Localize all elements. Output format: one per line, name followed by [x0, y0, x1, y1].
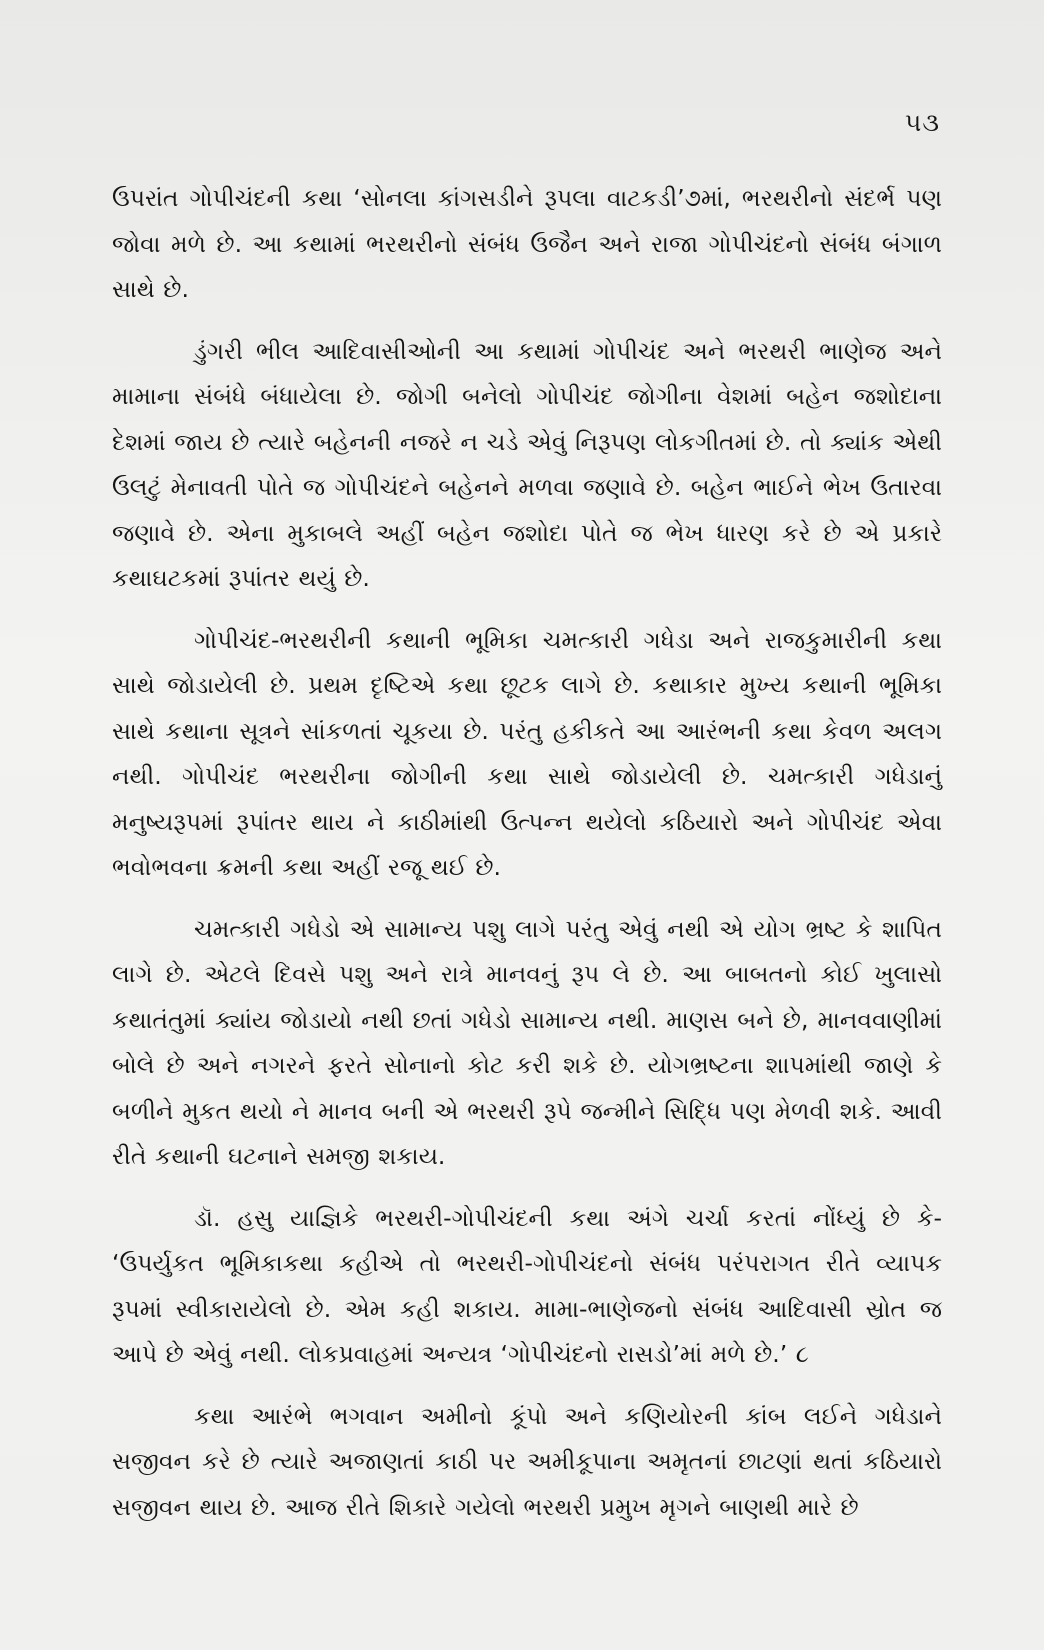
paragraph-1: ઉપરાંત ગોપીચંદની કથા ‘સોનલા કાંગસડીને રૂપલા વાટકડી’૭માં, ભરથરીનો સંદર્ભ પણ જોવા મળે છે. આ કથામાં ભરથરીનો સંબંધ ઉજૈન અને રાજા ગોપીચંદનો સંબંધ બંગાળ સાથે છે. — [112, 184, 942, 303]
paragraph-2: ડુંગરી ભીલ આદિવાસીઓની આ કથામાં ગોપીચંદ અને ભરથરી ભાણેજ અને મામાના સંબંધે બંધાયેલા છે. જોગી બનેલો ગોપીચંદ જોગીના વેશમાં બહેન જશોદાના દેશમાં જાય છે ત્યારે બહેનની નજરે ન ચડે એવું નિરૂપણ લોકગીતમાં છે. તો ક્યાંક એથી ઉલટું મેનાવતી પોતે જ ગોપીચંદને બહેનને મળવા જણાવે છે. બહેન ભાઈને ભેખ ઉતારવા જણાવે છે. એના મુકાબલે અહીં બહેન જશોદા પોતે જ ભેખ ધારણ કરે છે એ પ્રકારે કથાઘટકમાં રૂપાંતર થયું છે. — [112, 336, 942, 592]
body-text — [112, 176, 942, 1530]
paragraph-4: ચમત્કારી ગધેડો એ સામાન્ય પશુ લાગે પરંતુ એવું નથી એ યોગ ભ્રષ્ટ કે શાપિત લાગે છે. એટલે દિવસે પશુ અને રાત્રે માનવનું રૂપ લે છે. આ બાબતનો કોઈ ખુલાસો કથાતંતુમાં ક્યાંય જોડાયો નથી છતાં ગધેડો સામાન્ય નથી. માણસ બને છે, માનવવાણીમાં બોલે છે અને નગરને ફરતે સોનાનો કોટ કરી શકે છે. યોગભ્રષ્ટના શાપમાંથી જાણે કે બળીને મુકત થયો ને માનવ બની એ ભરથરી રૂપે જન્મીને સિદ્ધિ પણ મેળવી શકે. આવી રીતે કથાની ઘટનાને સમજી શકાય. — [112, 914, 942, 1170]
paragraph-3: ગોપીચંદ-ભરથરીની કથાની ભૂમિકા ચમત્કારી ગધેડા અને રાજકુમારીની કથા સાથે જોડાયેલી છે. પ્રથમ દૃષ્ટિએ કથા છૂટક લાગે છે. કથાકાર મુખ્ય કથાની ભૂમિકા સાથે કથાના સૂત્રને સાંકળતાં ચૂકયા છે. પરંતુ હકીકતે આ આરંભની કથા કેવળ અલગ નથી. ગોપીચંદ ભરથરીના જોગીની કથા સાથે જોડાયેલી છે. ચમત્કારી ગધેડાનું મનુષ્યરૂપમાં રૂપાંતર થાય ને કાઠીમાંથી ઉત્પન્ન થયેલો કઠિયારો અને ગોપીચંદ એવા ભવોભવના ક્રમની કથા અહીં રજૂ થઈ છે. — [112, 625, 942, 881]
paragraph-5: ડૉ. હસુ યાજ્ઞિકે ભરથરી-ગોપીચંદની કથા અંગે ચર્ચા કરતાં નોંધ્યું છે કે- ‘ઉપર્યુકત ભૂમિકાકથા કહીએ તો ભરથરી-ગોપીચંદનો સંબંધ પરંપરાગત રીતે વ્યાપક રૂપમાં સ્વીકારાયેલો છે. એમ કહી શકાય. મામા-ભાણેજનો સંબંધ આદિવાસી સ્રોત જ આપે છે એવું નથી. લોકપ્રવાહમાં અન્યત્ર ‘ગોપીચંદનો રાસડો’માં મળે છે.’ ૮ — [112, 1203, 942, 1368]
paragraph-6: કથા આરંભે ભગવાન અમીનો કૂંપો અને કણિયોરની કાંબ લઈને ગધેડાને સજીવન કરે છે ત્યારે અજાણતાં કાઠી પર અમીકૂપાના અમૃતનાં છાટણાં થતાં કઠિયારો સજીવન થાય છે. આજ રીતે શિકારે ગયેલો ભરથરી પ્રમુખ મૃગને બાણથી મારે છે — [112, 1401, 942, 1521]
page-number: ૫૩ — [904, 108, 940, 137]
